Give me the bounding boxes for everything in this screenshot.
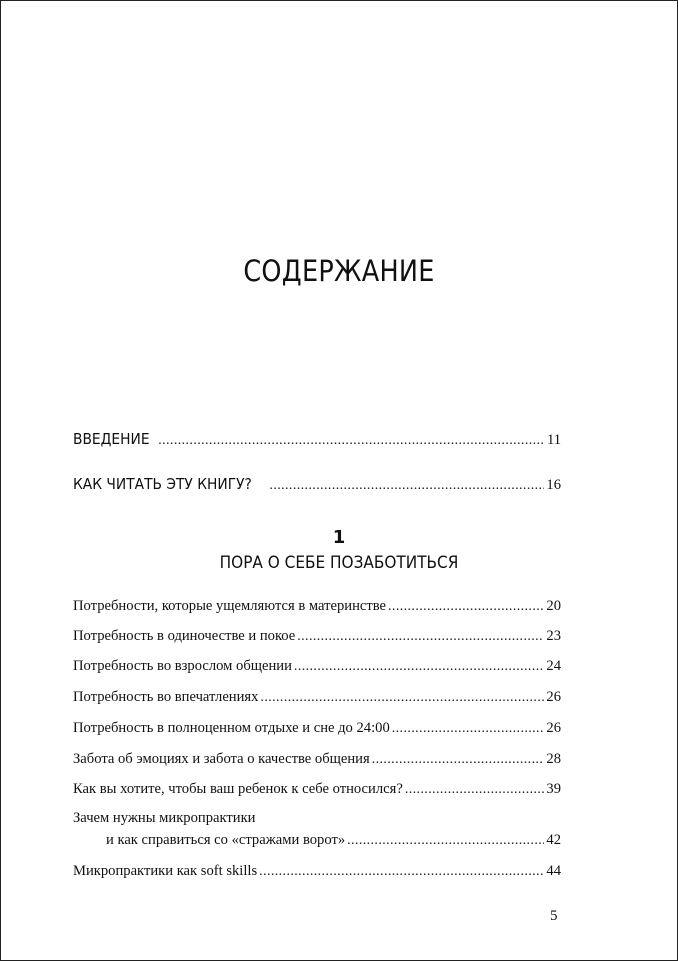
toc-entry-label: ВВЕДЕНИЕ	[73, 430, 150, 448]
toc-entry-page: 23	[546, 628, 561, 644]
dot-leader	[294, 658, 544, 676]
toc-entry-page: 42	[546, 832, 561, 848]
toc-entry-label-line2: и как справиться со «стражами ворот»	[106, 832, 346, 848]
dot-leader	[405, 781, 545, 799]
toc-entry-page: 20	[546, 598, 561, 614]
toc-entry[interactable]	[73, 780, 561, 799]
toc-entry-introduction[interactable]	[73, 430, 561, 450]
toc-entry-page: 24	[546, 658, 561, 674]
toc-entry[interactable]	[106, 831, 561, 850]
toc-entry-page: 28	[546, 751, 561, 767]
toc-entry-label: Потребность в одиночестве и покое	[73, 628, 296, 644]
chapter-number: 1	[332, 527, 346, 548]
toc-entry[interactable]	[73, 750, 561, 769]
toc-entry[interactable]	[73, 688, 561, 707]
toc-entry-how-to-read[interactable]	[73, 475, 561, 495]
toc-entry-page: 39	[546, 781, 561, 797]
toc-entry[interactable]	[73, 627, 561, 646]
toc-entry-label: Микропрактики как soft skills	[73, 863, 258, 879]
toc-entry-label: Забота об эмоциях и забота о качестве общения	[73, 751, 370, 767]
dot-leader	[158, 432, 545, 450]
toc-entry-page: 26	[546, 720, 561, 736]
toc-entry[interactable]	[73, 597, 561, 616]
toc-entry-page: 16	[546, 477, 561, 493]
toc-entry-page: 26	[546, 689, 561, 705]
toc-entry-label-line1[interactable]: Зачем нужны микропрактики	[73, 810, 256, 826]
toc-entry[interactable]	[73, 657, 561, 676]
toc-entry-label: КАК ЧИТАТЬ ЭТУ КНИГУ?	[73, 475, 252, 493]
dot-leader	[372, 751, 545, 769]
toc-entry-label: Потребность в полноценном отдыхе и сне до 24:00	[73, 720, 390, 736]
toc-entry-label: Потребность во впечатлениях	[73, 689, 259, 705]
toc-entry-label: Потребность во взрослом общении	[73, 658, 292, 674]
toc-entry-page: 44	[546, 863, 561, 879]
toc-entry[interactable]	[73, 862, 561, 881]
dot-leader	[297, 628, 544, 646]
toc-entry[interactable]	[73, 719, 561, 738]
contents-title: СОДЕРЖАНИЕ	[243, 254, 435, 288]
dot-leader	[259, 863, 544, 881]
chapter-title: ПОРА О СЕБЕ ПОЗАБОТИТЬСЯ	[219, 553, 459, 573]
dot-leader	[269, 477, 544, 495]
toc-entry-label: Потребности, которые ущемляются в материнстве	[73, 598, 387, 614]
toc-entry-page: 11	[546, 432, 561, 448]
dot-leader	[347, 832, 544, 850]
dot-leader	[392, 720, 545, 738]
dot-leader	[260, 689, 544, 707]
dot-leader	[388, 598, 544, 616]
toc-entry-label: Как вы хотите, чтобы ваш ребенок к себе относился?	[73, 781, 403, 797]
page-number: 5	[550, 908, 558, 924]
